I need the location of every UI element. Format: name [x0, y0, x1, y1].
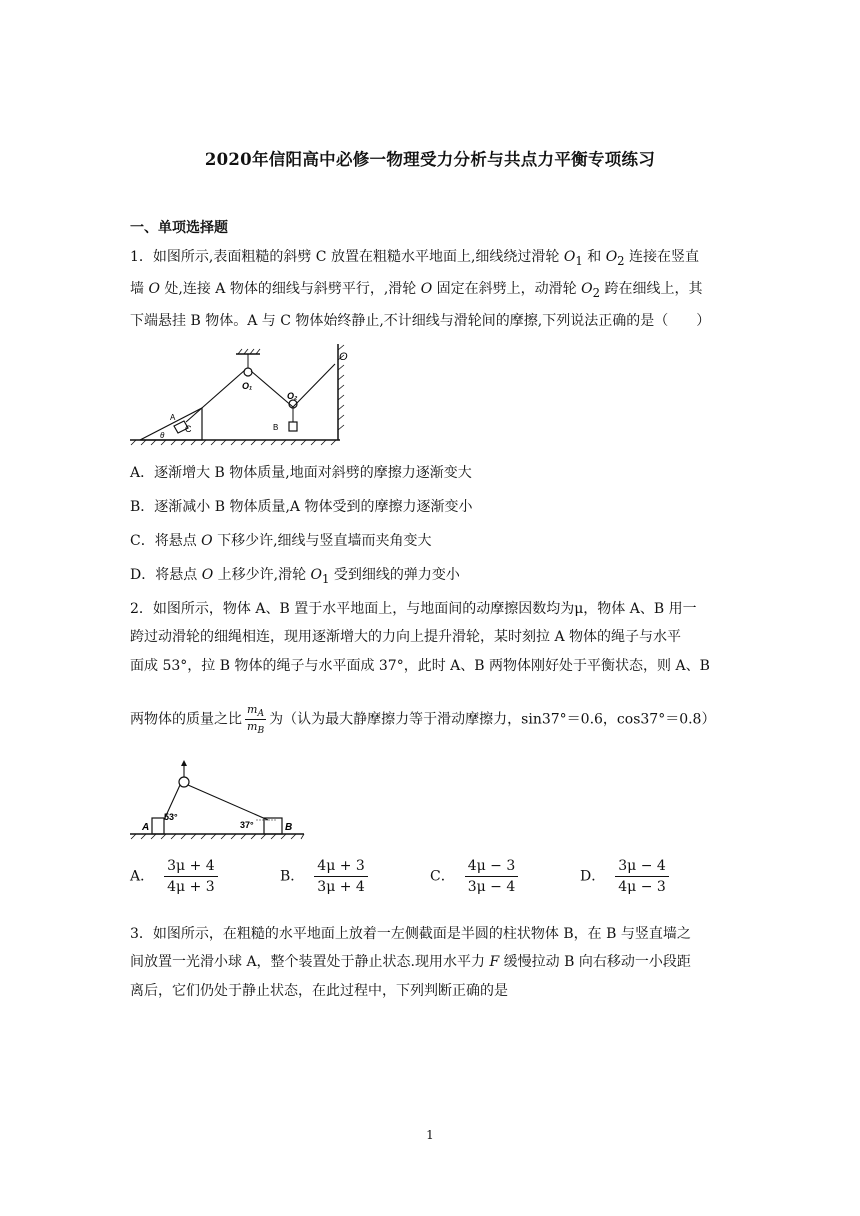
mass-ratio-fraction: $\frac{m_A}{m_B}$: [247, 703, 265, 737]
q2-option-b: B． $\frac{4\mu + 3}{3\mu + 4}$: [280, 858, 368, 895]
pulley: [179, 777, 189, 787]
up-arrow-icon: [181, 760, 187, 766]
label-o1: O₁: [242, 381, 253, 391]
block-a: [152, 818, 164, 834]
section-heading: 一、单项选择题: [130, 220, 228, 236]
question-1-text: 1．如图所示,表面粗糙的斜劈 C 放置在粗糙水平地面上,细线绕过滑轮 $O_1$ 和 $O_2$ 连接在竖直 墙 O 处,连接 A 物体的细线与斜劈平行，,滑轮 O 固定在斜劈上，动滑轮 $O_2$ 跨在细线上，其 下端悬挂 B 物体。A 与 C 物体始终静止,不计细线与滑轮间的摩擦,下列说法正确的是（ ）: [130, 249, 711, 330]
block-b: [289, 422, 297, 431]
q2-option-c: C． $\frac{4\mu - 3}{3\mu - 4}$: [430, 858, 518, 895]
page-number: 1: [426, 1128, 434, 1142]
block-b: [264, 818, 282, 834]
label-o: O: [339, 351, 348, 363]
question-2-text: 2．如图所示，物体 A、B 置于水平地面上，与地面间的动摩擦因数均为μ，物体 A、B 用一 跨过动滑轮的细绳相连，现用逐渐增大的力向上提升滑轮，某时刻拉 A 物体的绳子与水平 面成 53°，拉 B 物体的绳子与水平面成 37°，此时 A、B 两物体刚好处于平衡状态，则 A、B: [130, 601, 710, 674]
label-theta: θ: [160, 431, 165, 440]
page-title: 2020年信阳高中必修一物理受力分析与共点力平衡专项练习: [204, 150, 656, 169]
question-2-ratio-line: 两物体的质量之比 $\frac{m_A}{m_B}$ 为（认为最大静摩擦力等于滑动摩擦力，sin37°＝0.6，cos37°＝0.8）: [130, 703, 716, 737]
label-c: C: [185, 424, 192, 434]
q1-option-c: C．将悬点 O 下移少许,细线与竖直墙而夹角变大: [130, 533, 432, 549]
label-b: B: [273, 423, 279, 432]
q1-option-d: D．将悬点 O 上移少许,滑轮 $O_1$ 受到细线的弹力变小: [130, 567, 460, 586]
angle-53: 53°: [164, 812, 178, 822]
question-3-text: 3．如图所示，在粗糙的水平地面上放着一左侧截面是半圆的柱状物体 B，在 B 与竖直墙之 间放置一光滑小球 A，整个装置处于静止状态.现用水平力 F 缓慢拉动 B 向右移动一小段距 离后，它们仍处于静止状态，在此过程中，下列判断正确的是: [130, 926, 691, 999]
question-2-figure: [128, 758, 308, 842]
question-1-figure: [128, 342, 348, 446]
angle-37: 37°: [240, 820, 254, 830]
pulley-o1: [244, 368, 252, 376]
q1-option-a: A．逐渐增大 B 物体质量,地面对斜劈的摩擦力逐渐变大: [130, 465, 472, 481]
q1-option-b: B．逐渐减小 B 物体质量,A 物体受到的摩擦力逐渐变小: [130, 499, 473, 515]
label-a: A: [170, 413, 176, 422]
label-o2: O₂: [287, 391, 298, 401]
q2-option-a: A． $\frac{3\mu + 4}{4\mu + 3}$: [130, 858, 218, 895]
label-a: A: [142, 822, 150, 833]
q2-option-d: D． $\frac{3\mu - 4}{4\mu - 3}$: [580, 858, 669, 895]
label-b: B: [285, 822, 293, 833]
